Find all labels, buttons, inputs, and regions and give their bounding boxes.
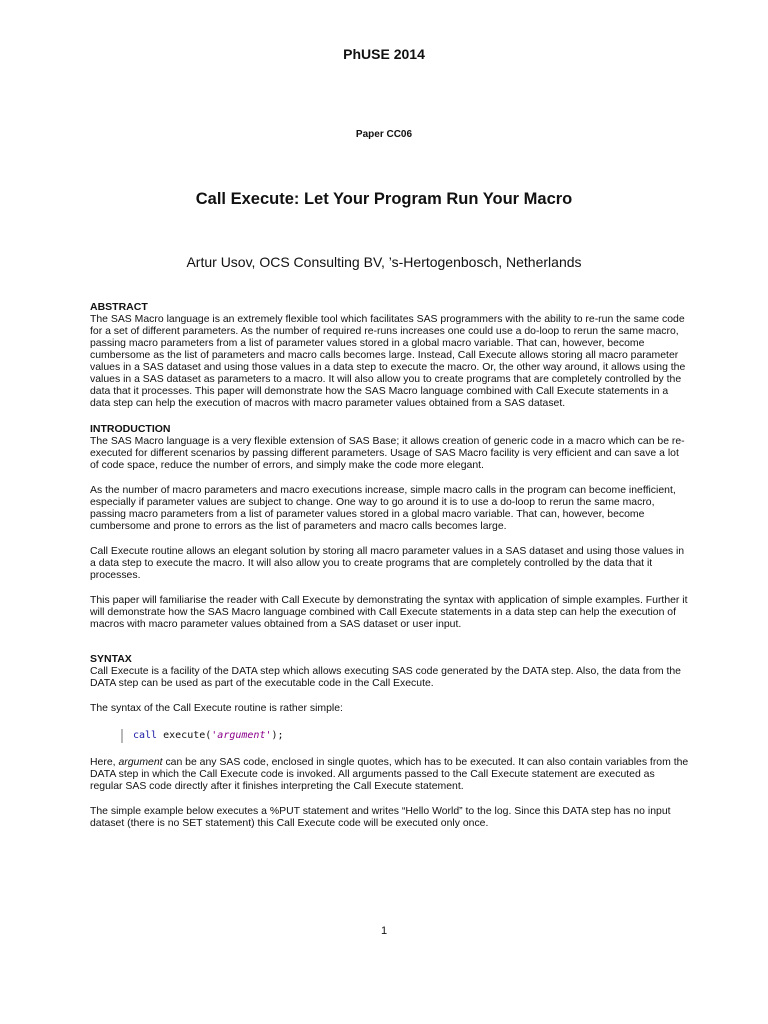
conference-title: PhUSE 2014	[343, 46, 425, 62]
syntax-paragraph: Call Execute is a facility of the DATA step which allows executing SAS code generated by the DATA step. Also, the data from the DATA step can be used as part of the executable code in the Call Execute.	[90, 666, 681, 689]
page-number: 1	[380, 925, 388, 937]
syntax-paragraph: The syntax of the Call Execute routine is rather simple:	[90, 703, 343, 714]
code-keyword: call	[133, 730, 158, 741]
code-snippet	[121, 729, 690, 743]
intro-paragraph: Call Execute routine allows an elegant solution by storing all macro parameter values in a SAS dataset and using those values in a data step to execute the macro. It will also allow you to create programs that are completely controlled by the data that it processes.	[90, 546, 685, 581]
paper-id: Paper CC06	[355, 129, 413, 140]
text-run: can be any SAS code, enclosed in single quotes, which has to be executed. It can also contain variables from the DATA step in which the Call Execute code is invoked. All arguments passed to the Call Execute statement are executed as regular SAS code directly after it finishes interpreting the Call Execute statement.	[90, 757, 689, 792]
syntax-paragraph	[90, 757, 690, 793]
code-function: execute(	[157, 730, 212, 741]
paper-body	[90, 301, 690, 830]
code-end: );	[271, 730, 284, 741]
syntax-paragraph: The simple example below executes a %PUT statement and writes “Hello World” to the log. Since this DATA step has no input dataset (there is no SET statement) this Call Execute code will be executed only once.	[90, 806, 671, 829]
introduction-heading: INTRODUCTION	[90, 423, 171, 435]
author-line: Artur Usov, OCS Consulting BV, ’s-Hertogenbosch, Netherlands	[186, 254, 582, 270]
code-argument: 'argument'	[211, 730, 272, 741]
intro-paragraph: This paper will familiarise the reader with Call Execute by demonstrating the syntax with application of simple examples. Further it will demonstrate how the SAS Macro language combined with Call Execute statements in a data step can help the execution of macros with macro parameter values obtained from a SAS dataset or user input.	[90, 595, 688, 630]
paper-title: Call Execute: Let Your Program Run Your Macro	[195, 190, 573, 208]
emphasis-argument: argument	[118, 757, 163, 768]
syntax-heading: SYNTAX	[90, 653, 132, 665]
text-run: Here,	[90, 757, 119, 768]
abstract-heading: ABSTRACT	[90, 301, 148, 313]
intro-paragraph: As the number of macro parameters and macro executions increase, simple macro calls in the program can become inefficient, especially if parameter values are subject to change. One way to go around it is to use a do-loop to rerun the same macro, passing macro parameters from a list of parameter values stored in a global macro variable. That can, however, become cumbersome and prone to errors as the list of parameters and macro calls becomes large.	[90, 485, 676, 532]
intro-paragraph: The SAS Macro language is a very flexible extension of SAS Base; it allows creation of generic code in a macro which can be re-executed for different scenarios by passing different parameters. Usage of SAS Macro facility is very efficient and can save a lot of code space, reduce the number of errors, and simply make the code more elegant.	[90, 436, 685, 471]
abstract-text: The SAS Macro language is an extremely flexible tool which facilitates SAS programmers with the ability to re-run the same code for a set of different parameters. As the number of required re-runs increases one could use a do-loop to rerun the same macro, passing macro parameters from a list of parameter values stored in a global macro variable. That can, however, become cumbersome as the list of parameters and macro calls becomes large. Instead, Call Execute allows storing all macro parameter values in a SAS dataset and using those values in a data step to execute the macro. Or, the other way around, it allows using the values in a SAS dataset as parameters to a macro. It will also allow you to create programs that are completely controlled by the data that it processes. This paper will demonstrate how the SAS Macro language combined with Call Execute statements in a data step can help the execution of macros with macro parameter values obtained from a SAS dataset.	[90, 314, 686, 409]
